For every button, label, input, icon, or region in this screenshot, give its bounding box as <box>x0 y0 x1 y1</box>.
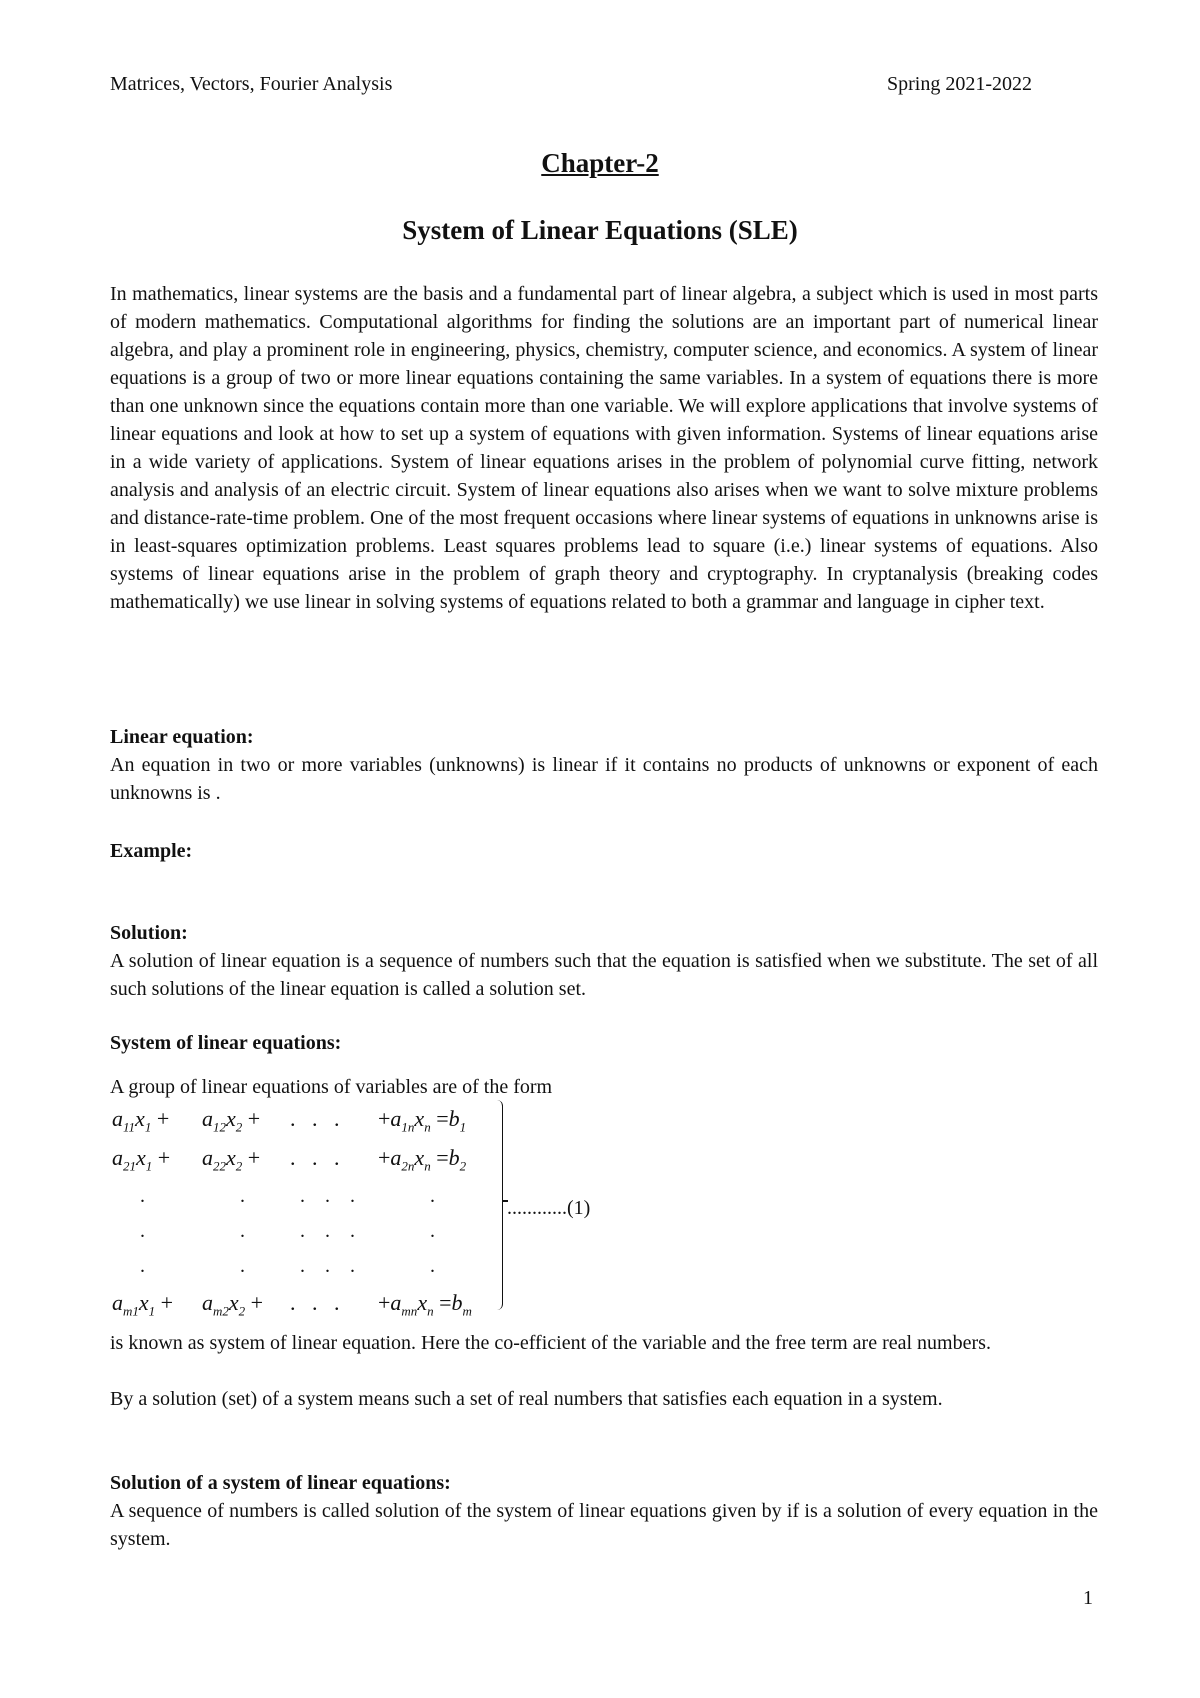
system-solution-note: By a solution (set) of a system means such a set of real numbers that satisfies each equation in a system. <box>110 1388 943 1410</box>
vertical-dots: . . . . . . <box>140 1220 435 1242</box>
equation-term: $a_{12}x_2$ + <box>202 1106 261 1135</box>
equation-row-2: $a_{21}x_1$ + <box>112 1145 171 1174</box>
equation-ellipsis: . . . <box>290 1145 340 1170</box>
equation-row-1: $a_{11}x_1$ + <box>112 1106 170 1135</box>
solution-definition: A solution of linear equation is a sequence of numbers such that the equation is satisfied when we substitute. The set of all such solutions of the linear equation is called a solution set. <box>110 950 1098 1000</box>
chapter-subtitle: System of Linear Equations (SLE) <box>402 215 798 245</box>
equation-ellipsis: . . . <box>290 1290 340 1315</box>
linear-equation-heading: Linear equation: <box>110 726 254 748</box>
example-heading: Example: <box>110 840 193 862</box>
system-solution-heading: Solution of a system of linear equations: <box>110 1472 451 1494</box>
equation-ellipsis: . . . <box>290 1106 340 1131</box>
linear-equation-definition: An equation in two or more variables (unknowns) is linear if it contains no products of unknowns or exponent of each unknowns is . <box>110 754 1098 804</box>
equation-number: ............(1) <box>507 1197 591 1219</box>
equation-term: $a_{m2}x_2$ + <box>202 1290 264 1319</box>
equation-row-m: $a_{m1}x_1$ + <box>112 1290 174 1319</box>
system-explanation: is known as system of linear equation. Here the co-efficient of the variable and the free term are real numbers. <box>110 1332 991 1354</box>
intro-paragraph: In mathematics, linear systems are the basis and a fundamental part of linear algebra, a subject which is used in most parts of modern mathematics. Computational algorithms for finding the solutions are an important part of numerical linear algebra, and play a prominent role in engineering, physics, chemistry, computer science, and economics. A system of linear equations is a group of two or more linear equations containing the same variables. In a system of equations there is more than one unknown since the equations contain more than one variable. We will explore applications that involve systems of linear equations and look at how to set up a system of equations with given information. Systems of linear equations arise in a wide variety of applications. System of linear equations arises in the problem of polynomial curve fitting, network analysis and analysis of an electric circuit. System of linear equations also arises when we want to solve mixture problems and distance-rate-time problem. One of the most frequent occasions where linear systems of equations in unknowns arise is in least-squares optimization problems. Least squares problems lead to square (i.e.) linear systems of equations. Also systems of linear equations arise in the problem of graph theory and cryptography. In cryptanalysis (breaking codes mathematically) we use linear in solving systems of equations related to both a grammar and language in cipher text. <box>110 283 1098 613</box>
vertical-dots: . . . . . . <box>140 1255 435 1277</box>
equation-term: $a_{22}x_2$ + <box>202 1145 261 1174</box>
equation-term: $+a_{2n}x_n =b_2$ <box>378 1145 467 1174</box>
header-term: Spring 2021-2022 <box>887 73 1032 95</box>
solution-heading: Solution: <box>110 922 188 944</box>
chapter-title: Chapter-2 <box>541 148 659 178</box>
vertical-dots: . . . . . . <box>140 1185 435 1207</box>
page-number: 1 <box>1083 1587 1093 1609</box>
equation-term: $+a_{mn}x_n =b_m$ <box>378 1290 472 1319</box>
system-heading: System of linear equations: <box>110 1032 342 1054</box>
system-lead: A group of linear equations of variables are of the form <box>110 1076 553 1098</box>
system-solution-definition: A sequence of numbers is called solution of the system of linear equations given by if is a solution of every equation in the system. <box>110 1500 1098 1550</box>
right-brace <box>490 1100 503 1310</box>
equation-term: $+a_{1n}x_n =b_1$ <box>378 1106 467 1135</box>
header-course-title: Matrices, Vectors, Fourier Analysis <box>110 73 393 95</box>
